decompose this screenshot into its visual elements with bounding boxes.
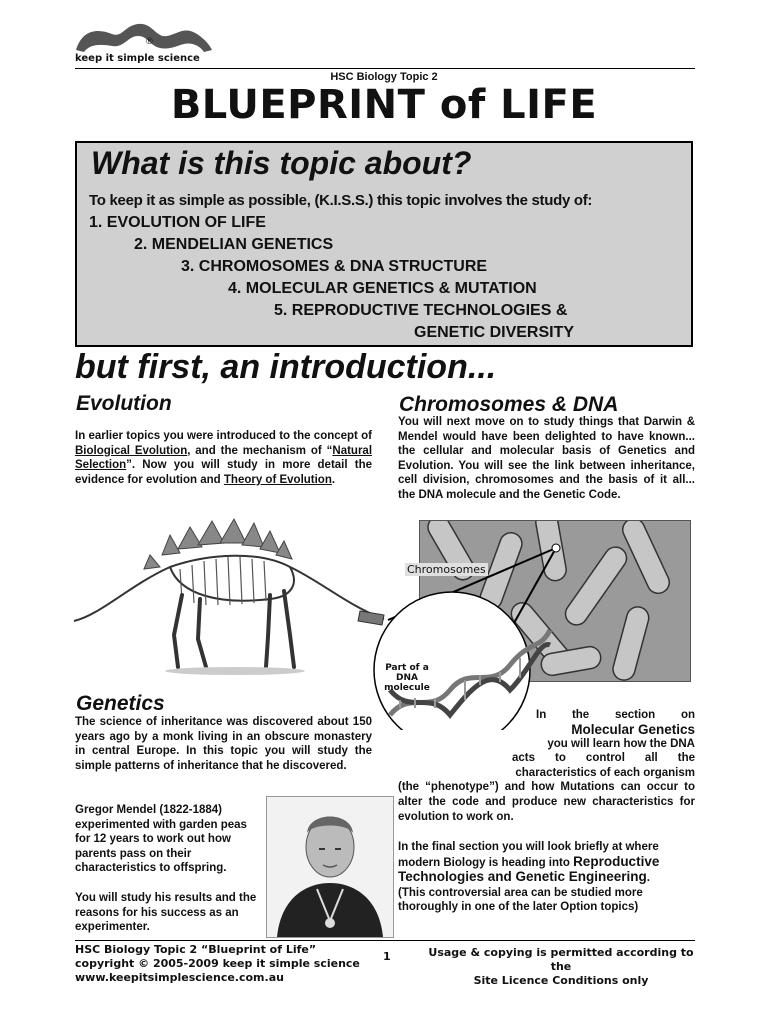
evolution-text: In earlier topics you were introduced to the concept of Biological Evolution, and the mechanism of “Natural Selection”. Now you will study in more detail the evidence for evolution and Theory of Evolution. [75, 430, 373, 486]
page-number: 1 [383, 950, 391, 963]
topic-item-2: 2. MENDELIAN GENETICS [134, 236, 334, 253]
evolution-heading: Evolution [76, 392, 172, 415]
genetics-text: The science of inheritance was discovered about 150 years ago by a monk living in an obscure monastery in central Europe. In this topic you will study the simple patterns of inheritance that he discovered. [75, 716, 372, 772]
topic-item-5: 5. REPRODUCTIVE TECHNOLOGIES & [274, 302, 568, 319]
final-text: In the final section you will look briefly at where modern Biology is heading into Reproductive Technologies and Genetic Engineering. (This controversial area can be studied more thoroughly in one of the later Option topics) [398, 840, 695, 915]
final-note: (This controversial area can be studied more thoroughly in one of the later Option topics) [398, 886, 643, 914]
footer-left: HSC Biology Topic 2 “Blueprint of Life” copyright © 2005-2009 keep it simple science www.keepitsimplescience.com.au [75, 943, 360, 984]
link-natural-selection: Natural Selection [75, 444, 373, 472]
header-rule [75, 68, 695, 69]
stegosaurus-skeleton-image [70, 515, 390, 680]
page-title: BLUEPRINT of LIFE [170, 82, 598, 128]
dna-helix-image [370, 540, 570, 730]
topic-box-title: What is this topic about? [91, 145, 472, 181]
topic-item-5-cont: GENETIC DIVERSITY [414, 324, 575, 341]
mendel-text-2: You will study his results and the reasons for his success as an experimenter. [75, 892, 257, 934]
intro-heading: but first, an introduction... [75, 348, 497, 386]
chromosomes-label: Chromosomes [407, 563, 486, 576]
footer-right: Usage & copying is permitted according to the Site Licence Conditions only [428, 946, 694, 987]
logo-registered-mark: ® [146, 36, 153, 46]
dna-label: Part of a DNA molecule [384, 663, 430, 693]
footer-rule [75, 940, 695, 941]
molecular-text: In the section on Molecular Genetics you will learn how the DNA acts to control all the characteristics of each organism (the “phenotype”) and how Mutations can occur to alter the code and produce new characteristics for evolution to work on. [398, 709, 695, 823]
topic-box-intro: To keep it as simple as possible, (K.I.S.S.) this topic involves the study of: [89, 192, 593, 209]
subtopic-label: HSC Biology Topic 2 [330, 71, 438, 83]
chromosomes-text: You will next move on to study things that Darwin & Mendel would have been delighted to have known... the cellular and molecular basis of Genetics and Evolution. You will see the link between inheritance, cell division, chromosomes and the basis of it all... the DNA molecule and the Genetic Code. [398, 416, 695, 501]
mendel-portrait-image [266, 796, 394, 938]
link-theory-of-evolution: Theory of Evolution [223, 473, 332, 486]
reproductive-tech-highlight: Reproductive Technologies and Genetic Engineering [398, 853, 660, 885]
topic-item-1: 1. EVOLUTION OF LIFE [89, 214, 266, 231]
topic-item-4: 4. MOLECULAR GENETICS & MUTATION [228, 280, 537, 297]
mendel-text-1: Gregor Mendel (1822-1884) experimented with garden peas for 12 years to work out how parents pass on their characteristics to offspring. [75, 804, 247, 875]
logo-text: keep it simple science [75, 53, 200, 64]
chromosomes-heading: Chromosomes & DNA [399, 393, 619, 416]
topic-item-3: 3. CHROMOSOMES & DNA STRUCTURE [181, 258, 488, 275]
molecular-genetics-highlight: Molecular Genetics [571, 721, 695, 737]
topic-box [75, 141, 693, 347]
genetics-heading: Genetics [76, 692, 165, 715]
link-biological-evolution: Biological Evolution [75, 444, 188, 457]
